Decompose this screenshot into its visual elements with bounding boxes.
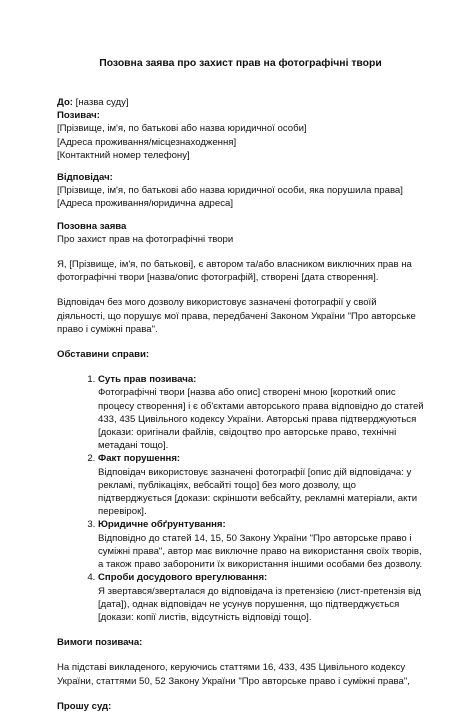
claim-subject: Про захист прав на фотографічні твори — [57, 233, 234, 245]
circumstances-label: Обставини справи: — [57, 349, 150, 361]
list-item-title: 1. Суть прав позивача: — [98, 374, 197, 386]
plaintiff-phone: [Контактний номер телефону] — [57, 149, 190, 161]
demands-text: На підставі викладеного, керуючись статтями 16, 433, 435 Цивільного кодексу України, статтями 50, 52 Закону України "Про авторське право і суміжні права", — [57, 662, 410, 687]
list-item — [98, 518, 424, 571]
list-item-title: 4. Спроби досудового врегулювання: — [98, 572, 268, 584]
list-item-text: Відповідно до статей 14, 15, 50 Закону України "Про авторське право і суміжні права", автор має виключне право на використання своїх творів, а також право заборонити їх використання іншими особами без дозволу. — [98, 532, 423, 571]
plaintiff-address: [Адреса проживання/місцезнаходження] — [57, 136, 237, 148]
document-title: Позовна заява про захист прав на фотографічні твори — [99, 58, 382, 69]
claim-label: Позовна заява — [57, 220, 127, 232]
list-item-text: Відповідач використовує зазначені фотографії [опис дій відповідача: у рекламі, публікаціях, вебсайті тощо] без мого дозволу, що підтверджується [докази: скріншоти вебсайту, рекламні матеріали, акти перевірок]. — [98, 466, 418, 518]
list-item — [98, 373, 424, 452]
request-label: Прошу суд: — [57, 700, 112, 712]
list-item-text: Я звертався/зверталася до відповідача із претензією (лист-претензія від [дата]), однак відповідач не усунув порушення, що підтверджується [докази: копії листів, відсутність відповіді тощо]. — [98, 585, 421, 623]
plaintiff-label: Позивач: — [57, 110, 100, 122]
defendant-name: [Прізвище, ім'я, по батькові або назва юридичної особи, яка порушила права] — [57, 185, 403, 197]
court-name: [назва суду] — [73, 97, 129, 108]
court-line — [57, 96, 424, 109]
demands-label: Вимоги позивача: — [57, 637, 143, 649]
to-label: До: — [57, 97, 74, 108]
intro-paragraph-2: Відповідач без мого дозволу використовує зазначені фотографії у своїй діяльності, що порушує мої права, передбачені Законом України "Про авторське право і суміжні права". — [57, 297, 416, 335]
list-item — [98, 452, 424, 518]
list-item-title: 3. Юридичне обґрунтування: — [98, 519, 226, 531]
list-item — [98, 571, 424, 624]
intro-paragraph-1: Я, [Прізвище, ім'я, по батькові], є автором та/або власником виключних прав на фотографічні твори [назва/опис фотографій], створені [дата створення]. — [57, 259, 412, 284]
defendant-label: Відповідач: — [57, 172, 113, 184]
plaintiff-name: [Прізвище, ім'я, по батькові або назва юридичної особи] — [57, 123, 307, 135]
list-item-title: 2. Факт порушення: — [98, 453, 181, 465]
defendant-address: [Адреса проживання/юридична адреса] — [57, 198, 233, 210]
list-item-text: Фотографічні твори [назва або опис] створені мною [короткий опис процесу створення] і є об'єктами авторського права відповідно до статей 433, 435 Цивільного кодексу України. Авторські права підтверджуються [докази: оригінали файлів, свідоцтво про авторське право, технічні метадані тощо]. — [98, 387, 424, 452]
circumstances-list — [57, 373, 424, 624]
